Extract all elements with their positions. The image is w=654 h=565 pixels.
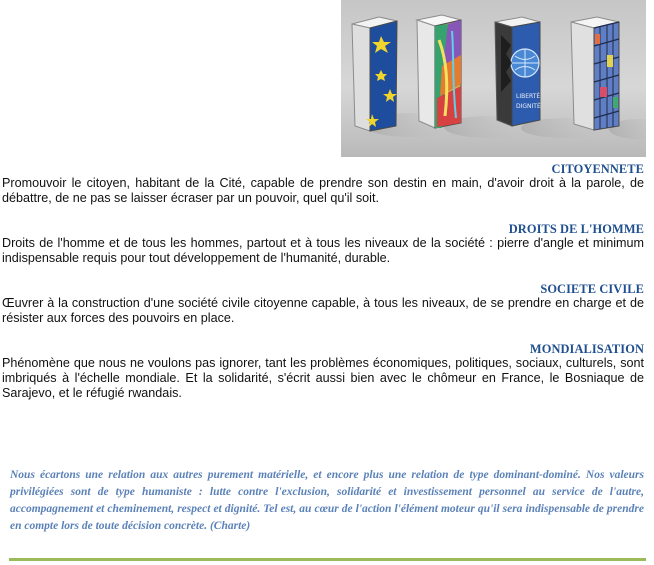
section-droits-de-lhomme: [2, 222, 644, 266]
section-title: CITOYENNETE: [551, 162, 644, 176]
pillar-stained-glass-icon: [571, 17, 619, 130]
section-body: Phénomène que nous ne voulons pas ignorer, tant les problèmes économiques, politiques, sociaux, culturels, sont imbriqués à l'échelle mondiale. Et la solidarité, s'écrit aussi bien avec le chômeur en France, le Bosniaque de Sarajevo, et le réfugié rwandais.: [2, 356, 644, 400]
pillar-colorful-icon: [417, 15, 461, 128]
section-title: SOCIETE CIVILE: [540, 282, 644, 296]
svg-text:DIGNITÉ: DIGNITÉ: [516, 103, 541, 110]
section-body: Promouvoir le citoyen, habitant de la Cité, capable de prendre son destin en main, d'avoir droit à la parole, de débattre, de ne pas se laisser écraser par un pouvoir, quel qu'il soit.: [2, 176, 644, 205]
section-body: Droits de l'homme et de tous les hommes, partout et à tous les niveaux de la société : pierre d'angle et minimum indispensable requis pour tout développement de l'humanité, durable.: [2, 236, 644, 265]
section-title: MONDIALISATION: [529, 342, 644, 356]
illustrated-pillars-image: [341, 0, 646, 157]
charter-quote: Nous écartons une relation aux autres purement matérielle, et encore plus une relation de type dominant-dominé. Nos valeurs privilégiées sont de type humaniste : lutte contre l'exclusion, solidarité et investissement personnel au service de l'autre, accompagnement et cheminement, respect et dignité. Tel est, au cœur de l'action l'élément moteur qu'il sera indispensable de prendre en compte lors de toute décision concrète. (Charte): [10, 469, 644, 532]
section-societe-civile: [2, 282, 644, 326]
pillar-globe-icon: [495, 17, 541, 126]
section-mondialisation: [2, 342, 644, 401]
section-title: DROITS DE L'HOMME: [508, 222, 644, 236]
quote-underline: [9, 558, 646, 561]
section-body: Œuvrer à la construction d'une société civile citoyenne capable, à tous les niveaux, de se prendre en charge et de résister aux forces des pouvoirs en place.: [2, 296, 644, 325]
svg-text:LIBERTÉ: LIBERTÉ: [516, 93, 541, 100]
section-citoyennete: [2, 162, 644, 206]
pillar-europe-icon: [352, 17, 397, 131]
